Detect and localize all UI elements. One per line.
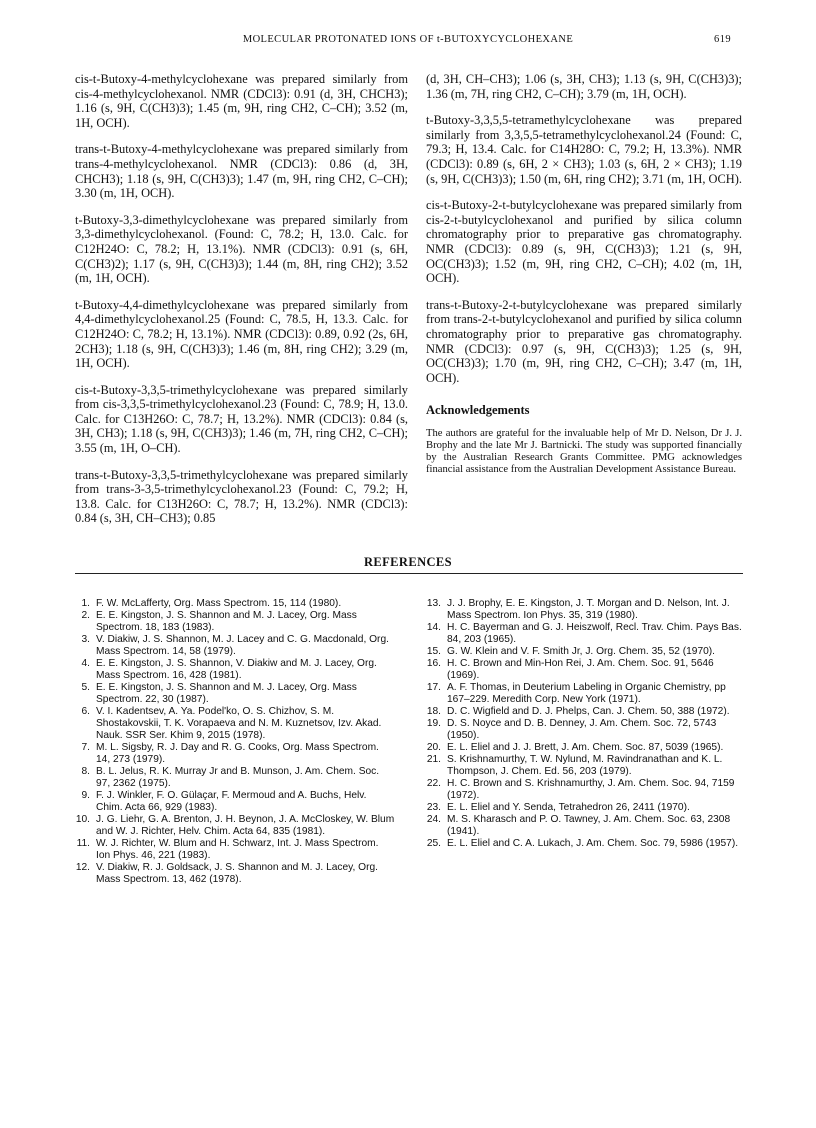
reference-number: 24. bbox=[426, 814, 441, 825]
reference-text: V. Diakiw, J. S. Shannon, M. J. Lacey and C. G. Macdonald, Org. Mass Spectrom. 14, 58 (1979). bbox=[96, 634, 389, 657]
reference-item bbox=[426, 754, 744, 778]
reference-text: A. F. Thomas, in Deuterium Labeling in Organic Chemistry, pp 167–229. Meredith Corp. New York (1971). bbox=[447, 682, 726, 705]
reference-item bbox=[75, 838, 395, 862]
page-number: 619 bbox=[714, 34, 731, 45]
reference-number: 16. bbox=[426, 658, 441, 669]
reference-number: 11. bbox=[76, 838, 90, 849]
reference-text: V. Diakiw, R. J. Goldsack, J. S. Shannon and M. J. Lacey, Org. Mass Spectrom. 13, 462 (1978). bbox=[96, 862, 378, 885]
reference-text: H. C. Brown and Min-Hon Rei, J. Am. Chem. Soc. 91, 5646 (1969). bbox=[447, 658, 714, 681]
reference-item bbox=[426, 814, 744, 838]
paragraph: t-Butoxy-3,3-dimethylcyclohexane was prepared similarly from 3,3-dimethylcyclohexanol. (Found: C, 78.2; H, 13.0. Calc. for C12H24O: C, 78.2; H, 13.1%). NMR (CDCl3): 0.91 (s, 6H, C(CH3)2); 1.17 (s, 9H, C(CH3)3); 1.44 (m, 8H, ring CH2); 3.52 (m, 1H, OCH). bbox=[75, 212, 408, 286]
reference-text: G. W. Klein and V. F. Smith Jr, J. Org. Chem. 35, 52 (1970). bbox=[447, 646, 716, 657]
references-left-list bbox=[75, 598, 395, 886]
reference-number: 2. bbox=[81, 610, 90, 621]
references-heading: REFERENCES bbox=[363, 555, 453, 569]
reference-number: 25. bbox=[426, 838, 441, 849]
paragraph: trans-t-Butoxy-3,3,5-trimethylcyclohexane was prepared similarly from trans-3-3,5-trimethylcyclohexanol.23 (Found: C, 79.2; H, 13.8. Calc. for C13H26O: C, 78.7; H, 13.2%). NMR (CDCl3): 0.84 (s, 3H, CH–CH3); 0.85 bbox=[75, 467, 408, 526]
reference-number: 6. bbox=[81, 706, 90, 717]
reference-text: M. S. Kharasch and P. O. Tawney, J. Am. Chem. Soc. 63, 2308 (1941). bbox=[447, 814, 731, 837]
reference-item bbox=[75, 598, 395, 610]
reference-text: B. L. Jelus, R. K. Murray Jr and B. Munson, J. Am. Chem. Soc. 97, 2362 (1975). bbox=[96, 766, 380, 789]
paragraph: trans-t-Butoxy-4-methylcyclohexane was prepared similarly from trans-4-methylcyclohexanol. NMR (CDCl3): 0.86 (d, 3H, CHCH3); 1.18 (s, 9H, C(CH3)3); 1.47 (m, 9H, ring CH2, C–CH); 3.30 (m, 1H, OCH). bbox=[75, 142, 408, 201]
reference-item bbox=[75, 706, 395, 742]
reference-text: S. Krishnamurthy, T. W. Nylund, M. Ravindranathan and K. L. Thompson, J. Chem. Ed. 56, 203 (1979). bbox=[447, 754, 723, 777]
reference-item bbox=[75, 862, 395, 886]
paragraph: t-Butoxy-3,3,5,5-tetramethylcyclohexane was prepared similarly from 3,3,5,5-tetramethylcyclohexanol.24 (Found: C, 79.3; H, 13.4. Calc. for C14H28O: C, 79.2; H, 13.3%). NMR (CDCl3): 0.89 (s, 6H, 2 × CH3); 1.03 (s, 6H, 2 × CH3); 1.19 (s, 9H, C(CH3)3); 1.50 (m, 6H, ring CH2); 3.71 (m, 1H, OCH). bbox=[426, 113, 742, 186]
reference-item bbox=[426, 658, 744, 682]
paragraph: cis-t-Butoxy-2-t-butylcyclohexane was prepared similarly from cis-2-t-butylcyclohexanol and purified by silica column chromatography prior to preparative gas chromatography. NMR (CDCl3): 0.89 (s, 9H, C(CH3)3); 1.21 (s, 9H, OC(CH3)3); 1.52 (m, 9H, ring CH2, C–CH); 4.02 (m, 1H, OCH). bbox=[426, 198, 742, 286]
reference-number: 20. bbox=[426, 742, 441, 753]
reference-item bbox=[75, 766, 395, 790]
reference-number: 15. bbox=[426, 646, 441, 657]
reference-number: 12. bbox=[75, 862, 90, 873]
reference-item bbox=[75, 790, 395, 814]
running-header bbox=[0, 34, 816, 50]
reference-text: F. J. Winkler, F. O. Gülaçar, F. Mermoud and A. Buchs, Helv. Chim. Acta 66, 929 (1983). bbox=[96, 790, 367, 813]
reference-number: 14. bbox=[426, 622, 441, 633]
reference-text: H. C. Brown and S. Krishnamurthy, J. Am. Chem. Soc. 94, 7159 (1972). bbox=[447, 778, 735, 801]
reference-number: 10. bbox=[75, 814, 90, 825]
reference-number: 17. bbox=[426, 682, 441, 693]
reference-item bbox=[426, 682, 744, 706]
reference-text: W. J. Richter, W. Blum and H. Schwarz, Int. J. Mass Spectrom. Ion Phys. 46, 221 (1983). bbox=[96, 838, 379, 861]
reference-text: E. E. Kingston, J. S. Shannon and M. J. Lacey, Org. Mass Spectrom. 18, 183 (1983). bbox=[96, 610, 357, 633]
reference-number: 8. bbox=[81, 766, 90, 777]
references-right-list bbox=[426, 598, 744, 850]
reference-text: F. W. McLafferty, Org. Mass Spectrom. 15, 114 (1980). bbox=[96, 598, 342, 609]
reference-item bbox=[426, 838, 744, 850]
reference-item bbox=[75, 742, 395, 766]
reference-number: 7. bbox=[81, 742, 90, 753]
reference-number: 1. bbox=[81, 598, 90, 609]
reference-item bbox=[426, 802, 744, 814]
reference-text: J. J. Brophy, E. E. Kingston, J. T. Morgan and D. Nelson, Int. J. Mass Spectrom. Ion Phys. 35, 319 (1980). bbox=[447, 598, 730, 621]
reference-number: 21. bbox=[426, 754, 441, 765]
right-text-column bbox=[426, 72, 742, 477]
reference-text: E. L. Eliel and J. J. Brett, J. Am. Chem. Soc. 87, 5039 (1965). bbox=[447, 742, 724, 753]
reference-item bbox=[75, 682, 395, 706]
reference-item bbox=[75, 634, 395, 658]
reference-item bbox=[426, 622, 744, 646]
reference-number: 18. bbox=[426, 706, 441, 717]
reference-number: 19. bbox=[426, 718, 441, 729]
reference-text: E. L. Eliel and Y. Senda, Tetrahedron 26, 2411 (1970). bbox=[447, 802, 690, 813]
reference-number: 3. bbox=[81, 634, 90, 645]
reference-text: H. C. Bayerman and G. J. Heiszwolf, Recl. Trav. Chim. Pays Bas. 84, 203 (1965). bbox=[447, 622, 742, 645]
paragraph: cis-t-Butoxy-4-methylcyclohexane was prepared similarly from cis-4-methylcyclohexanol. NMR (CDCl3): 0.91 (d, 3H, CHCH3); 1.16 (s, 9H, C(CH3)3); 1.45 (m, 9H, ring CH2, C–CH); 3.52 (m, 1H, OCH). bbox=[75, 72, 408, 130]
reference-item bbox=[426, 598, 744, 622]
paragraph: cis-t-Butoxy-3,3,5-trimethylcyclohexane was prepared similarly from cis-3,3,5-trimethylcyclohexanol.23 (Found: C, 78.9; H, 13.0. Calc. for C13H26O: C, 78.7; H, 13.2%). NMR (CDCl3): 0.84 (s, 3H, CH3); 1.18 (s, 9H, C(CH3)3); 1.46 (m, 7H, ring CH2, C–CH); 3.55 (m, 1H, O–CH). bbox=[75, 382, 408, 456]
reference-number: 9. bbox=[81, 790, 90, 801]
reference-number: 13. bbox=[426, 598, 441, 609]
reference-text: J. G. Liehr, G. A. Brenton, J. H. Beynon, J. A. McCloskey, W. Blum and W. J. Richter, Helv. Chim. Acta 64, 835 (1981). bbox=[96, 814, 395, 837]
reference-item bbox=[426, 742, 744, 754]
reference-number: 5. bbox=[81, 682, 90, 693]
running-title: MOLECULAR PROTONATED IONS OF t-BUTOXYCYCLOHEXANE bbox=[242, 34, 574, 45]
reference-text: E. L. Eliel and C. A. Lukach, J. Am. Chem. Soc. 79, 5986 (1957). bbox=[447, 838, 739, 849]
reference-text: V. I. Kadentsev, A. Ya. Podel'ko, O. S. Chizhov, S. M. Shostakovskii, T. K. Vorapaeva and N. M. Kuznetsov, Izv. Akad. Nauk. SSR Ser. Khim 9, 2015 (1978). bbox=[96, 706, 382, 741]
reference-text: D. S. Noyce and D. B. Denney, J. Am. Chem. Soc. 72, 5743 (1950). bbox=[447, 718, 717, 741]
paragraph: t-Butoxy-4,4-dimethylcyclohexane was prepared similarly from 4,4-dimethylcyclohexanol.25 (Found: C, 78.5, H, 13.3. Calc. for C12H24O: C, 78.2; H, 13.1%). NMR (CDCl3): 0.89, 0.92 (2s, 6H, 2CH3); 1.18 (s, 9H, C(CH3)3); 1.46 (m, 8H, ring CH2); 3.29 (m, 1H, OCH). bbox=[75, 297, 408, 371]
reference-number: 4. bbox=[81, 658, 90, 669]
reference-item bbox=[426, 778, 744, 802]
reference-number: 23. bbox=[426, 802, 441, 813]
reference-item bbox=[426, 718, 744, 742]
reference-text: M. L. Sigsby, R. J. Day and R. G. Cooks, Org. Mass Spectrom. 14, 273 (1979). bbox=[96, 742, 379, 765]
left-text-column bbox=[75, 72, 408, 538]
reference-text: D. C. Wigfield and D. J. Phelps, Can. J. Chem. 50, 388 (1972). bbox=[447, 706, 730, 717]
reference-item bbox=[75, 610, 395, 634]
paragraph: (d, 3H, CH–CH3); 1.06 (s, 3H, CH3); 1.13 (s, 9H, C(CH3)3); 1.36 (m, 7H, ring CH2, C–CH); 3.79 (m, 1H, OCH). bbox=[426, 72, 742, 101]
reference-item bbox=[75, 658, 395, 682]
reference-number: 22. bbox=[426, 778, 441, 789]
reference-text: E. E. Kingston, J. S. Shannon, V. Diakiw and M. J. Lacey, Org. Mass Spectrom. 16, 428 (1981). bbox=[96, 658, 377, 681]
acknowledgements-text: The authors are grateful for the invaluable help of Mr D. Nelson, Dr J. J. Brophy and the late Mr J. Bartnicki. The study was supported financially by the Australian Research Grants Committee. PMG acknowledges financial assistance from the Australian Development Assistance Bureau. bbox=[426, 427, 742, 476]
reference-item bbox=[426, 706, 744, 718]
reference-text: E. E. Kingston, J. S. Shannon and M. J. Lacey, Org. Mass Spectrom. 22, 30 (1987). bbox=[96, 682, 357, 705]
reference-item bbox=[75, 814, 395, 838]
paragraph: trans-t-Butoxy-2-t-butylcyclohexane was prepared similarly from trans-2-t-butylcyclohexanol and purified by silica column chromatography prior to preparative gas chromatography. NMR (CDCl3): 0.97 (s, 9H, C(CH3)3); 1.25 (s, 9H, OC(CH3)3); 1.70 (m, 9H, ring CH2, C–CH); 3.47 (m, 1H, OCH). bbox=[426, 297, 742, 385]
divider-rule bbox=[75, 573, 743, 574]
reference-item bbox=[426, 646, 744, 658]
acknowledgements-heading: Acknowledgements bbox=[426, 403, 530, 418]
